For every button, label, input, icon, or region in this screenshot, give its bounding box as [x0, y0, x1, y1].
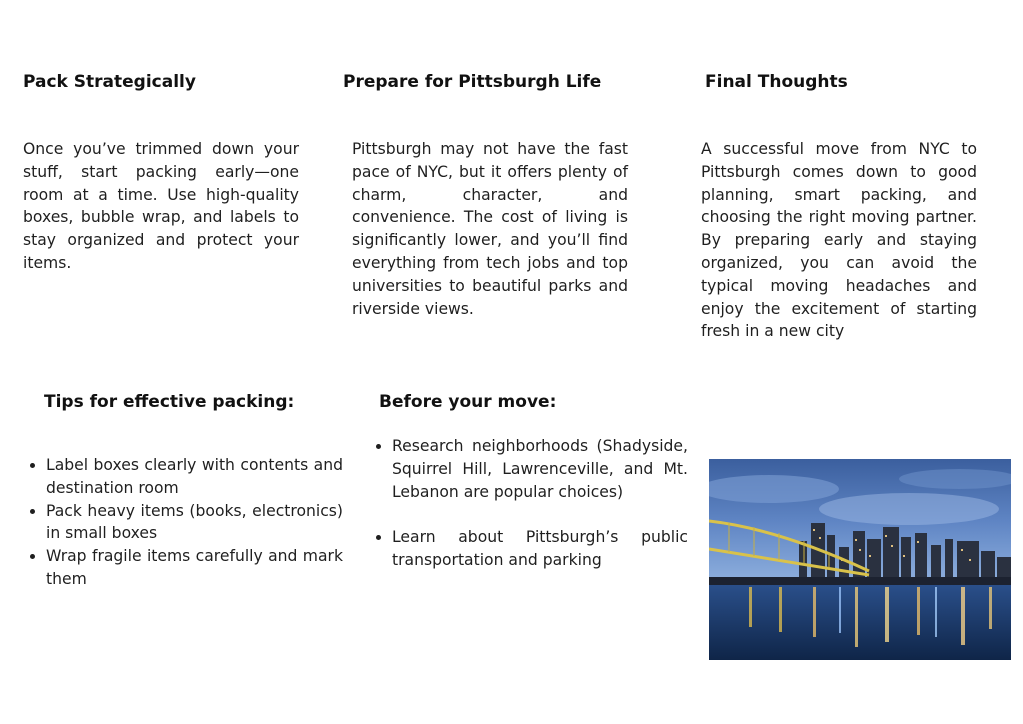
tips-list	[24, 454, 343, 591]
list-item: • Learn about Pittsburgh’s public transportation and parking	[392, 526, 688, 572]
heading-tips-packing: Tips for effective packing:	[44, 392, 295, 412]
list-item: • Pack heavy items (books, electronics) in small boxes	[46, 500, 343, 546]
paragraph-prepare-for-pittsburgh: Pittsburgh may not have the fast pace of NYC, but it offers plenty of charm, character, and convenience. The cost of living is significantly lower, and you’ll find everything from tech jobs and top universities to beautiful parks and riverside views.	[352, 140, 628, 318]
heading-pack-strategically: Pack Strategically	[23, 72, 196, 92]
heading-before-your-move: Before your move:	[379, 392, 557, 412]
pittsburgh-skyline-photo	[709, 459, 1011, 660]
heading-prepare-for-pittsburgh: Prepare for Pittsburgh Life	[343, 72, 602, 92]
before-move-list	[370, 435, 688, 572]
paragraph-final-thoughts: A successful move from NYC to Pittsburgh comes down to good planning, smart packing, and choosing the right moving partner. By preparing early and staying organized, you can avoid the typical moving headaches and enjoy the excitement of starting fresh in a new city	[701, 140, 977, 341]
list-item: • Research neighborhoods (Shadyside, Squirrel Hill, Lawrenceville, and Mt. Lebanon are popular choices)	[392, 435, 688, 503]
paragraph-pack-strategically: Once you’ve trimmed down your stuff, start packing early—one room at a time. Use high-quality boxes, bubble wrap, and labels to stay organized and protect your items.	[23, 140, 299, 272]
list-item: • Label boxes clearly with contents and destination room	[46, 454, 343, 500]
heading-final-thoughts: Final Thoughts	[705, 72, 848, 92]
list-item: • Wrap fragile items carefully and mark them	[46, 545, 343, 591]
